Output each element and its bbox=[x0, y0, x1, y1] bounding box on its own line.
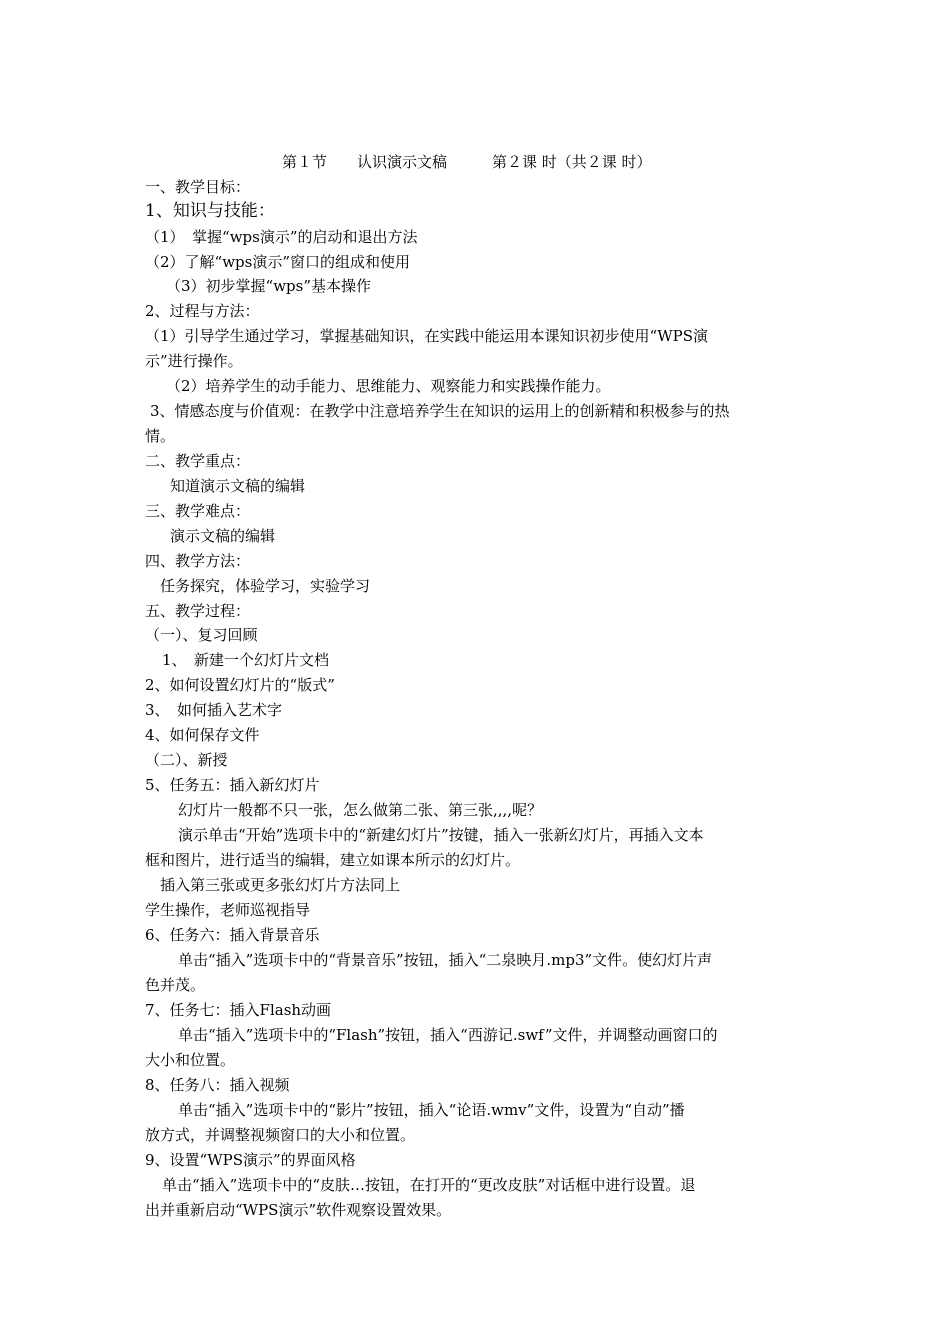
text-line: 单击“插入”选项卡中的“影片”按钮，插入“论语.wmv”文件，设置为“自动”播 bbox=[178, 1101, 685, 1119]
section-heading: 二、教学重点： bbox=[145, 452, 251, 470]
text-line: 框和图片，进行适当的编辑，建立如课本所示的幻灯片。 bbox=[145, 851, 521, 869]
text-line: 任务探究，体验学习，实验学习 bbox=[160, 577, 371, 595]
subsection-heading: 1、知识与技能： bbox=[145, 201, 275, 221]
section-heading: 三、教学难点： bbox=[145, 502, 251, 520]
section-heading: 一、教学目标： bbox=[145, 178, 251, 196]
text-line: 4、如何保存文件 bbox=[145, 726, 260, 744]
text-line: （3）初步掌握“wps”基本操作 bbox=[166, 277, 372, 295]
text-line: （1）引导学生通过学习，掌握基础知识，在实践中能运用本课知识初步使用“WPS演 bbox=[145, 327, 709, 345]
text-line: 出并重新启动“WPS演示”软件观察设置效果。 bbox=[145, 1201, 452, 1219]
text-line: 知道演示文稿的编辑 bbox=[170, 477, 306, 495]
text-line: 单击“插入”选项卡中的“皮肤…按钮，在打开的“更改皮肤”对话框中进行设置。退 bbox=[162, 1176, 696, 1194]
text-line: 2、如何设置幻灯片的“版式” bbox=[145, 676, 335, 694]
text-line: （2）培养学生的动手能力、思维能力、观察能力和实践操作能力。 bbox=[166, 377, 611, 395]
text-line: 3、 如何插入艺术字 bbox=[145, 701, 283, 719]
subsection-heading: （一）、复习回顾 bbox=[145, 626, 258, 644]
text-line: 情。 bbox=[145, 427, 176, 445]
section-heading: 四、教学方法： bbox=[145, 552, 251, 570]
subsection-heading: 2、过程与方法： bbox=[145, 302, 260, 320]
text-line: （2）了解“wps演示”窗口的组成和使用 bbox=[145, 253, 411, 271]
text-line: 学生操作，老师巡视指导 bbox=[145, 901, 311, 919]
text-line: 9、设置“WPS演示”的界面风格 bbox=[145, 1151, 356, 1169]
text-line: 色并茂。 bbox=[145, 976, 206, 994]
text-line: 3、情感态度与价值观：在教学中注意培养学生在知识的运用上的创新精和积极参与的热 bbox=[150, 402, 730, 420]
text-line: 6、任务六：插入背景音乐 bbox=[145, 926, 320, 944]
section-heading: 五、教学过程： bbox=[145, 602, 251, 620]
subsection-heading: （二）、新授 bbox=[145, 751, 228, 769]
text-line: 示”进行操作。 bbox=[145, 352, 243, 370]
text-line: 7、任务七：插入Flash动画 bbox=[145, 1001, 332, 1019]
page-title: 第１节 认识演示文稿 第２课 时（共２课 时） bbox=[282, 153, 652, 171]
text-line: 放方式，并调整视频窗口的大小和位置。 bbox=[145, 1126, 416, 1144]
text-line: 8、任务八：插入视频 bbox=[145, 1076, 290, 1094]
text-line: （1） 掌握“wps演示”的启动和退出方法 bbox=[145, 228, 418, 246]
text-line: 大小和位置。 bbox=[145, 1051, 236, 1069]
text-line: 演示单击“开始”选项卡中的“新建幻灯片”按键，插入一张新幻灯片，再插入文本 bbox=[178, 826, 704, 844]
text-line: 单击“插入”选项卡中的“Flash”按钮，插入“西游记.swf”文件，并调整动画窗口的 bbox=[178, 1026, 718, 1044]
text-line: 演示文稿的编辑 bbox=[170, 527, 276, 545]
text-line: 单击“插入”选项卡中的“背景音乐”按钮，插入“二泉映月.mp3”文件。使幻灯片声 bbox=[178, 951, 713, 969]
text-line: 5、任务五：插入新幻灯片 bbox=[145, 776, 320, 794]
text-line: 插入第三张或更多张幻灯片方法同上 bbox=[160, 876, 401, 894]
text-line: 幻灯片一般都不只一张，怎么做第二张、第三张,,,,呢？ bbox=[178, 801, 543, 819]
text-line: 1、 新建一个幻灯片文档 bbox=[162, 651, 330, 669]
